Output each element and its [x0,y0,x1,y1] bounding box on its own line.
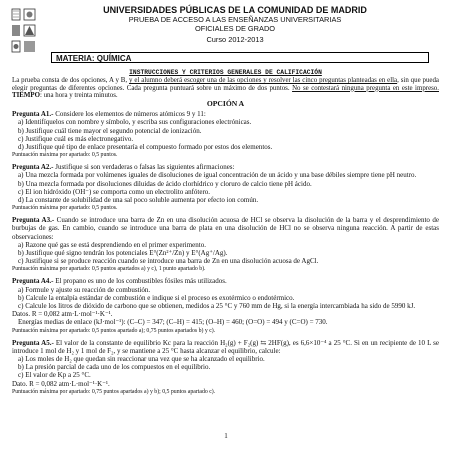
question-text: c) Calcule los litros de dióxido de carbono que se obtienen, medidos a 25 °C y 760 mm de Hg, si la energía intercambiada ha sido de 5990 kJ. [18,302,416,311]
exam-body [12,100,439,400]
exam-header [40,6,430,44]
question-text: b) Una mezcla formada por disoluciones diluidas de ácido clorhídrico y cloruro de calcio tiene pH ácido. [18,179,312,188]
question-a1 [12,110,439,159]
score-note: Puntuación máxima por apartado: 0,5 puntos. [12,152,118,159]
question-text: a) Una mezcla formada por volúmenes iguales de disoluciones de igual concentración de un ácido y una base débiles siempre tiene pH neutro. [18,171,417,180]
question-text: Dato. R = 0,082 atm·L·mol⁻¹·K⁻¹. [12,379,110,388]
question-text: c) Justifique si se produce reacción cuando se introduce una barra de Zn en una disolución acuosa de AgCl. [18,257,319,266]
page-number: 1 [224,432,228,440]
instructions-title: INSTRUCCIONES Y CRITERIOS GENERALES DE CALIFICACIÓN [129,69,322,76]
subject-box: MATERIA: QUÍMICA [51,52,429,63]
crest-logo-1 [10,8,38,22]
question-text: c) Justifique cuál es más electronegativo. [18,134,134,143]
question-text: d) La constante de solubilidad de una sal poco soluble aumenta por efecto ion común. [18,196,259,205]
instructions-text: La prueba consta de dos opciones, A y B, y el alumno deberá escoger una de las opciones y resolver las cinco preguntas planteadas en ella, sin que pueda elegir preguntas de diferentes opciones. Cada pregunta puntuará sobre un máximo de dos puntos. No se contestará ninguna pregunta en este impreso. TIEMPO: una hora y treinta minutos. [12,77,439,99]
question-a4 [12,277,439,334]
question-text: Pregunta A2.- Justifique si son verdaderas o falsas las siguientes afirmaciones: [12,163,235,172]
question-text: Pregunta A3.- Cuando se introduce una barra de Zn en una disolución acuosa de HCl se observa la disolución de la barra y el desprendimiento de burbujas de gas. En cambio, cuando se introduce una barra de plata en una disolución de HCl no se observa ninguna reacción. A partir de estas observaciones: [12,216,440,241]
question-a2 [12,163,439,212]
question-text: Datos. R = 0,082 atm·L·mol⁻¹·K⁻¹. [12,310,113,319]
question-text: b) Justifique cuál tiene mayor el segundo potencial de ionización. [18,126,202,135]
question-text: Pregunta A4.- El propano es uno de los combustibles fósiles más utilizados. [12,277,227,286]
question-text: a) Identifíquelos con nombre y símbolo, y escriba sus configuraciones electrónicas. [18,118,252,127]
option-title: OPCIÓN A [206,99,245,108]
question-a3 [12,216,439,273]
score-note: Puntuación máxima por apartado: 0,5 puntos apartados a) y c), 1 punto apartado b). [12,266,206,273]
question-text: b) Justifique qué signo tendrán los potenciales E°(Zn²⁺/Zn) y E°(Ag⁺/Ag). [18,249,228,258]
question-text: Pregunta A1.- Considere los elementos de números atómicos 9 y 11: [12,110,206,119]
score-note: Puntuación máxima por apartado: 0,5 puntos. [12,205,118,212]
question-text: c) El ion hidróxido (OH⁻) se comporta como un electrolito anfótero. [18,187,211,196]
question-text: a) Formule y ajuste su reacción de combustión. [18,285,151,294]
exam-subtitle-line2: OFICIALES DE GRADO [194,24,276,33]
crest-logo-3 [10,40,38,54]
instructions-block [12,69,439,99]
university-logos [10,8,40,56]
question-text: a) Razone qué gas se está desprendiendo en el primer experimento. [18,240,206,249]
question-text: c) El valor de Kp a 25 °C. [18,371,91,380]
university-title: UNIVERSIDADES PÚBLICAS DE LA COMUNIDAD DE MADRID [103,5,367,15]
crest-logo-2 [10,24,38,38]
score-note: Puntuación máxima por apartado: 0,5 puntos apartado a); 0,75 puntos apartados b) y c). [12,327,216,334]
question-text: b) Calcule la entalpía estándar de combustión e indique si el proceso es exotérmico o endotérmico. [18,293,295,302]
question-a5 [12,339,439,396]
question-text: b) La presión parcial de cada uno de los compuestos en el equilibrio. [18,363,211,372]
course-year: Curso 2012-2013 [206,35,264,44]
question-text: a) Los moles de H₂ que quedan sin reaccionar una vez que se ha alcanzado el equilibrio. [18,355,265,364]
exam-subtitle-line1: PRUEBA DE ACCESO A LAS ENSEÑANZAS UNIVERSITARIAS [128,15,342,24]
question-text: Energías medias de enlace (kJ·mol⁻¹): (C–C) = 347; (C–H) = 415; (O–H) = 460; (O=O) = 494 y (C=O) = 730. [18,318,328,327]
question-text: d) Justifique qué tipo de enlace presentaría el compuesto formado por estos dos elementos. [18,143,273,152]
score-note: Puntuación máxima por apartado: 0,75 puntos apartados a) y b); 0,5 puntos apartado c). [12,388,216,395]
question-text: Pregunta A5.- El valor de la constante de equilibrio Kc para la reacción H₂(g) + F₂(g) ⇆ 2HF(g), es 6,6×10⁻⁴ a 25 °C. Si en un recipiente de 10 L se introduce 1 mol de H₂ y 1 mol de F₂, y se mantiene a 25 °C hasta alcanzar el equilibrio, calcule: [12,338,439,355]
